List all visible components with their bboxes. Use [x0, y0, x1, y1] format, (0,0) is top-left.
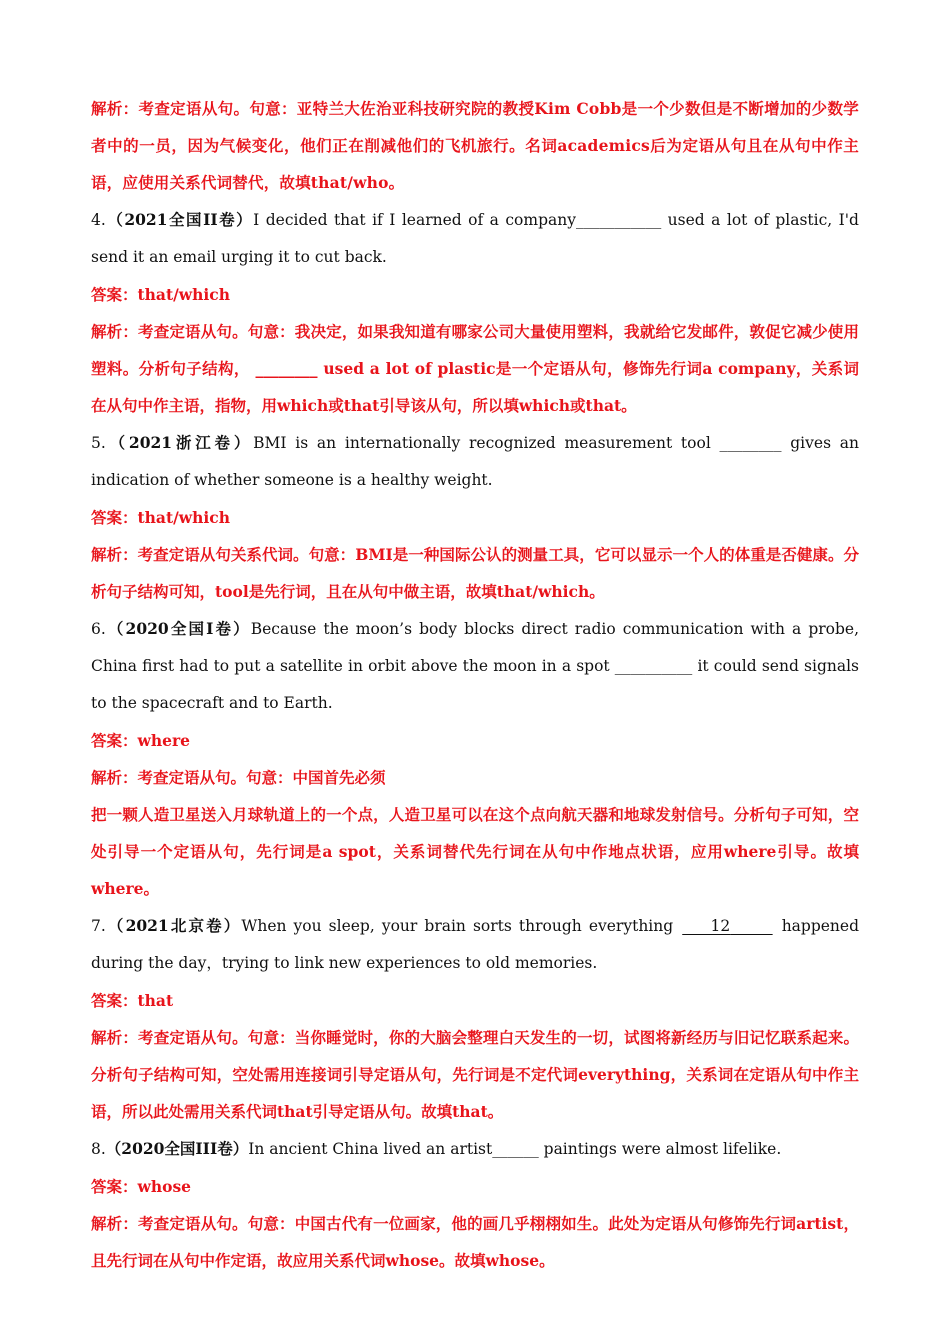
answer-q4: 答案：that/which [91, 285, 231, 304]
analysis-q8: 解析：考查定语从句。句意：中国古代有一位画家，他的画几乎栩栩如生。此处为定语从句修饰先行词artist，且先行词在从句中作定语，故应用关系代词whose。故填whose。 [91, 1214, 859, 1270]
question-source: （2020全国I卷） [105, 619, 251, 638]
analysis-q5: 解析：考查定语从句关系代词。句意：BMI是一种国际公认的测量工具，它可以显示一个人的体重是否健康。分析句子结构可知，tool是先行词，且在从句中做主语，故填that/which。 [91, 545, 859, 601]
question-number: 7. [91, 917, 106, 935]
question-source: （2021全国II卷） [105, 210, 254, 229]
answer-q7: 答案：that [91, 991, 174, 1010]
analysis-q7: 解析：考查定语从句。句意：当你睡觉时，你的大脑会整理白天发生的一切，试图将新经历与旧记忆联系起来。分析句子结构可知，空处需用连接词引导定语从句，先行词是不定代词everything，关系词在定语从句中作主语，所以此处需用关系代词that引导定语从句。故填that。 [91, 1028, 859, 1121]
question-text-post: happened during the day，trying to link new experiences to old memories. [91, 917, 860, 972]
analysis-q4: 解析：考查定语从句。句意：我决定，如果我知道有哪家公司大量使用塑料，我就给它发邮件，敦促它减少使用塑料。分析句子结构， ________ used a lot of plastic是一个定语从句，修饰先行词a company，关系词在从句中作主语，指物，用which或that引导该从句，所以填which或that。 [91, 322, 859, 415]
question-text-pre: When you sleep, your brain sorts through everything [241, 917, 681, 935]
analysis-q3: 解析：考查定语从句。句意：亚特兰大佐治亚科技研究院的教授Kim Cobb是一个少数但是不断增加的少数学者中的一员，因为气候变化，他们正在削减他们的飞机旅行。名词academics后为定语从句且在从句中作主语，应使用关系代词替代，故填that/who。 [91, 99, 859, 192]
question-text: In ancient China lived an artist______ paintings were almost lifelike. [248, 1140, 782, 1158]
question-number: 5. [91, 434, 106, 452]
answer-q6: 答案：where [91, 731, 191, 750]
question-5 [91, 424, 859, 499]
question-4 [91, 201, 859, 276]
blank-label: 12 [710, 917, 731, 935]
question-text: I decided that if I learned of a company___________ used a lot of plastic, I'd send it an email urging it to cut back. [91, 211, 859, 266]
question-number: 8. [91, 1140, 106, 1158]
blank-number [680, 917, 774, 935]
document-page [91, 90, 859, 1279]
question-text: BMI is an internationally recognized measurement tool ________ gives an indication of whether someone is a healthy weight. [91, 434, 859, 489]
question-source: （2021北京卷） [105, 916, 242, 935]
question-7 [91, 907, 859, 982]
question-number: 6. [91, 620, 106, 638]
answer-q5: 答案：that/which [91, 508, 231, 527]
question-text: Because the moon’s body blocks direct radio communication with a probe, China first had to put a satellite in orbit above the moon in a spot __________ it could send signals to the spacecraft and to Earth. [91, 620, 859, 712]
answer-q8: 答案：whose [91, 1177, 192, 1196]
question-source: （2021浙江卷） [105, 433, 254, 452]
analysis-q6-line1: 解析：考查定语从句。句意：中国首先必须 [91, 768, 386, 787]
question-8 [91, 1130, 859, 1168]
question-source: （2020全国III卷） [105, 1139, 249, 1158]
analysis-q6-cont: 把一颗人造卫星送入月球轨道上的一个点，人造卫星可以在这个点向航天器和地球发射信号。分析句子可知，空处引导一个定语从句，先行词是a spot，关系词替代先行词在从句中作地点状语，应用where引导。故填where。 [91, 805, 859, 898]
question-6 [91, 610, 859, 722]
question-number: 4. [91, 211, 106, 229]
